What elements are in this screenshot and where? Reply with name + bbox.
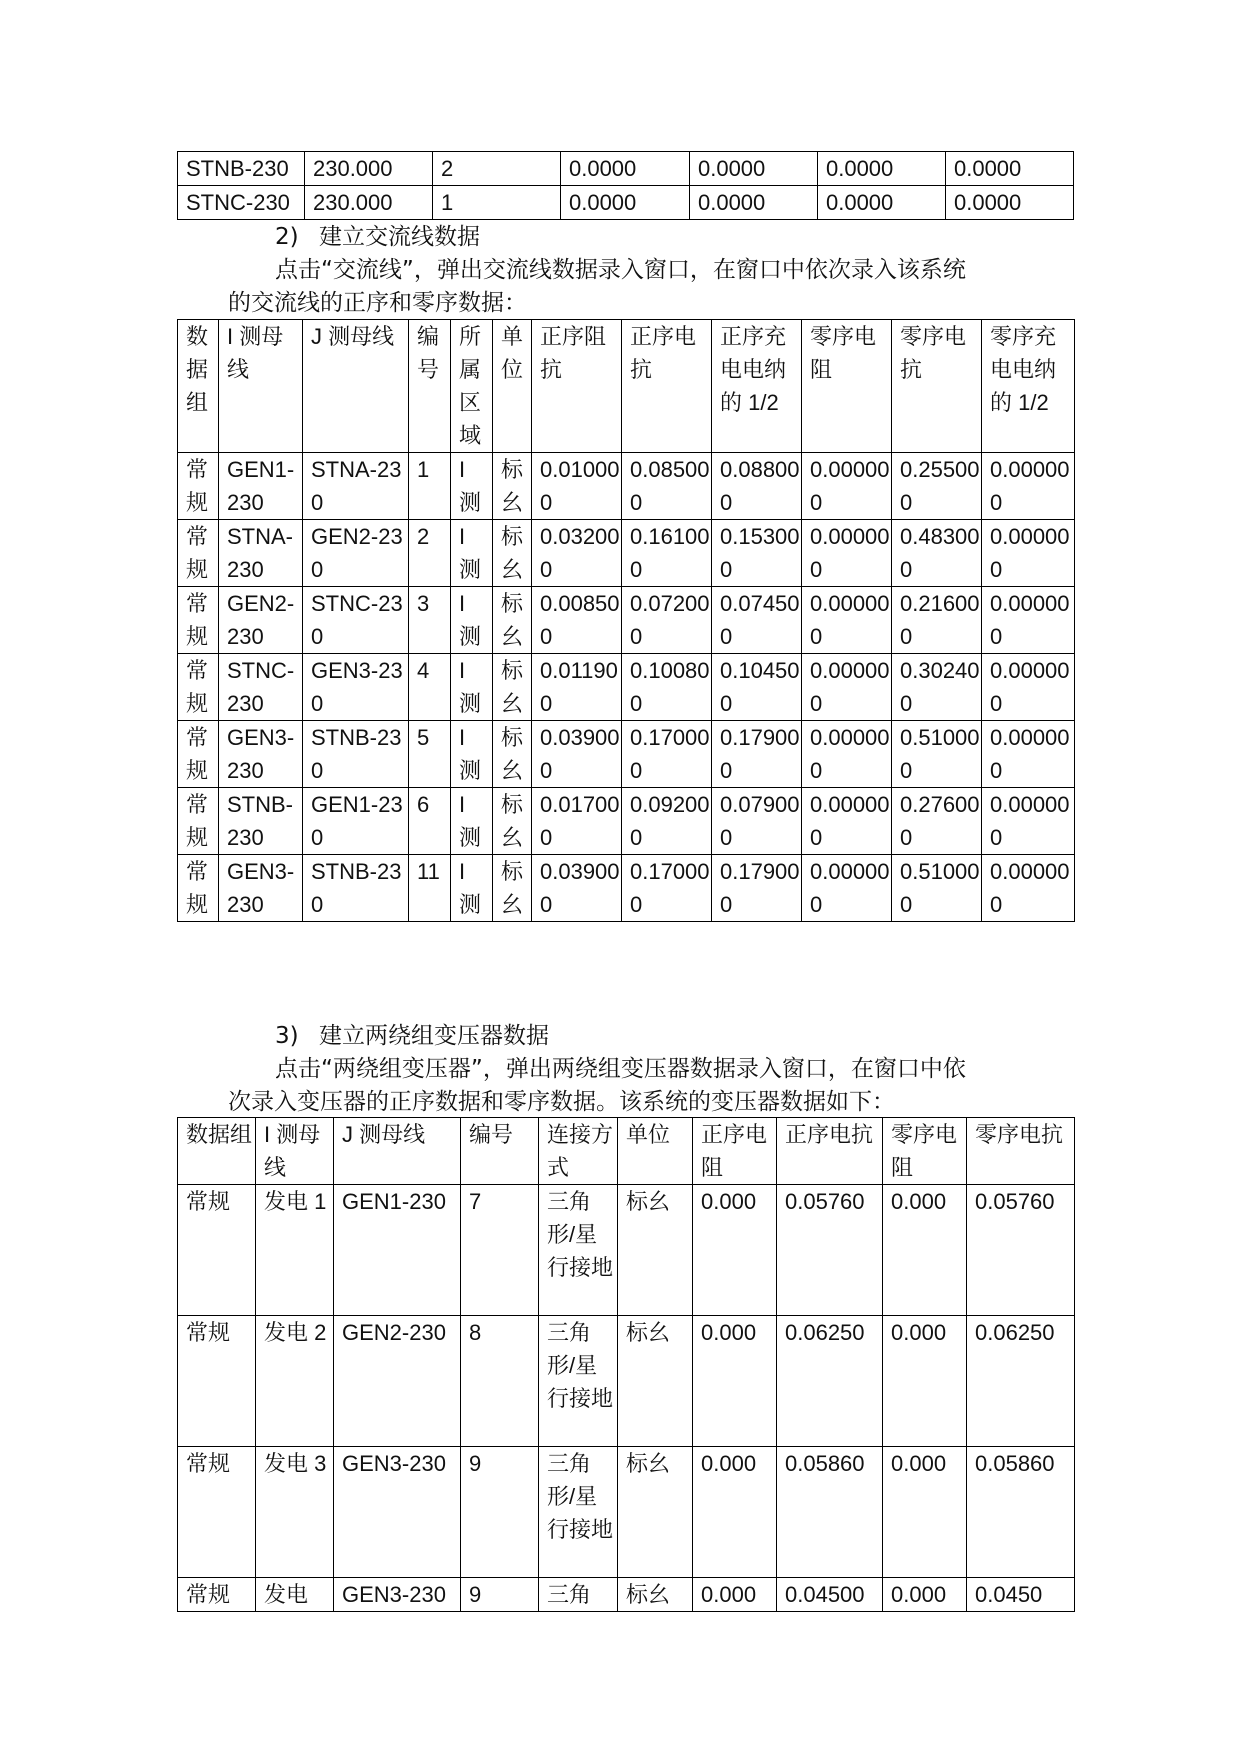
table-cell: 0.483000 — [892, 520, 982, 587]
table-cell: 0.04500 — [777, 1578, 883, 1612]
table-cell: 0.05860 — [777, 1447, 883, 1578]
table-row — [178, 654, 1075, 721]
table-cell: GEN2-230 — [334, 1316, 461, 1447]
table-cell: 标幺 — [618, 1316, 693, 1447]
table-cell: 0.0000 — [560, 152, 689, 186]
table-cell: 0.161000 — [622, 520, 712, 587]
table-cell: 3 — [409, 587, 451, 654]
header-cell: 正序充电电纳的 1/2 — [712, 320, 802, 453]
table-cell: 0.170000 — [622, 721, 712, 788]
table-cell: 0.302400 — [892, 654, 982, 721]
table-cell: 标幺 — [618, 1447, 693, 1578]
table-cell: 三角形/星行接地 — [539, 1185, 618, 1316]
table-cell: 0.000 — [883, 1447, 967, 1578]
table-cell: 0.100800 — [622, 654, 712, 721]
table-cell: STNB-230 — [178, 152, 305, 186]
table-cell: 0.000000 — [982, 520, 1075, 587]
table-cell: 9 — [461, 1578, 539, 1612]
section-3-paragraph-line-1: 点击“两绕组变压器”，弹出两绕组变压器数据录入窗口，在窗口中依 — [275, 1056, 966, 1082]
table-cell: 0.000000 — [982, 453, 1075, 520]
table-cell: GEN1-230 — [219, 453, 303, 520]
table-cell: 标幺 — [493, 654, 532, 721]
table-cell: 0.000 — [883, 1316, 967, 1447]
table-cell: 常规 — [178, 1447, 256, 1578]
table-cell: 0.017000 — [532, 788, 622, 855]
table-cell: 1 — [432, 186, 560, 220]
table-cell: 0.000000 — [982, 654, 1075, 721]
table-row — [178, 721, 1075, 788]
table-cell: I 测 — [451, 788, 493, 855]
table-cell: 0.153000 — [712, 520, 802, 587]
header-cell: 正序电抗 — [622, 320, 712, 453]
table-row — [178, 152, 1074, 186]
table-cell: 发电 3 — [256, 1447, 334, 1578]
table-cell: GEN1-230 — [303, 788, 409, 855]
table-cell: 标幺 — [493, 721, 532, 788]
table-cell: 0.000000 — [982, 855, 1075, 922]
table-cell: 0.088000 — [712, 453, 802, 520]
table-cell: 0.000 — [693, 1447, 777, 1578]
table-cell: 0.000 — [883, 1185, 967, 1316]
table-cell: 常规 — [178, 721, 219, 788]
table-cell: 0.0000 — [817, 152, 945, 186]
table-cell: 常规 — [178, 1578, 256, 1612]
section-2-heading — [275, 221, 480, 254]
table-cell: STNC-230 — [303, 587, 409, 654]
table-cell: 0.05760 — [967, 1185, 1075, 1316]
table-cell: I 测 — [451, 587, 493, 654]
header-cell: 零序电抗 — [892, 320, 982, 453]
table-cell: 发电 2 — [256, 1316, 334, 1447]
header-cell: 编号 — [461, 1118, 539, 1185]
bus-data-table-continued — [177, 151, 1074, 220]
table-cell: 三角形/星行接地 — [539, 1316, 618, 1447]
table-cell: 三角形/星行接地 — [539, 1447, 618, 1578]
header-cell: J 测母线 — [303, 320, 409, 453]
header-cell: 零序充电电纳的 1/2 — [982, 320, 1075, 453]
table-cell: 常规 — [178, 520, 219, 587]
table-row — [178, 788, 1075, 855]
table-cell: 2 — [432, 152, 560, 186]
table-cell: I 测 — [451, 721, 493, 788]
header-cell: 所属区域 — [451, 320, 493, 453]
table-cell: 0.039000 — [532, 855, 622, 922]
table-cell: 标幺 — [493, 520, 532, 587]
table-cell: 230.000 — [304, 152, 432, 186]
ac-line-table — [177, 319, 1075, 922]
table-cell: 0.000000 — [802, 788, 892, 855]
section-2-paragraph-line-1: 点击“交流线”，弹出交流线数据录入窗口，在窗口中依次录入该系统 — [275, 257, 966, 283]
table-cell: 0.05860 — [967, 1447, 1075, 1578]
table-cell: 0.000 — [693, 1316, 777, 1447]
table-cell: 0.039000 — [532, 721, 622, 788]
table-cell: 0.0000 — [817, 186, 945, 220]
table-cell: I 测 — [451, 520, 493, 587]
table-cell: 6 — [409, 788, 451, 855]
header-cell: 连接方式 — [539, 1118, 618, 1185]
header-cell: 正序电抗 — [777, 1118, 883, 1185]
table-row — [178, 1578, 1075, 1612]
table-row — [178, 1447, 1075, 1578]
table-cell: 0.0450 — [967, 1578, 1075, 1612]
table-cell: 标幺 — [493, 587, 532, 654]
section-2-title: 建立交流线数据 — [319, 224, 480, 250]
table-cell: I 测 — [451, 654, 493, 721]
table-cell: 230.000 — [304, 186, 432, 220]
header-cell: 正序阻抗 — [532, 320, 622, 453]
table-cell: 常规 — [178, 1316, 256, 1447]
table-cell: 常规 — [178, 587, 219, 654]
table-cell: STNC-230 — [219, 654, 303, 721]
table-cell: 0.0000 — [945, 186, 1073, 220]
table-cell: 9 — [461, 1447, 539, 1578]
table-cell: STNB-230 — [303, 721, 409, 788]
table-cell: 8 — [461, 1316, 539, 1447]
table-cell: 7 — [461, 1185, 539, 1316]
table-cell: 三角 — [539, 1578, 618, 1612]
table-cell: I 测 — [451, 453, 493, 520]
table-cell: 发电 1 — [256, 1185, 334, 1316]
table-cell: 0.170000 — [622, 855, 712, 922]
table-row — [178, 855, 1075, 922]
table-cell: GEN3-230 — [219, 855, 303, 922]
table-cell: 0.000000 — [982, 788, 1075, 855]
table-row — [178, 453, 1075, 520]
table-cell: 常规 — [178, 1185, 256, 1316]
table-cell: STNA-230 — [303, 453, 409, 520]
table-cell: 常规 — [178, 654, 219, 721]
table-cell: STNC-230 — [178, 186, 305, 220]
table-row — [178, 587, 1075, 654]
table-cell: 0.000000 — [802, 520, 892, 587]
header-cell: J 测母线 — [334, 1118, 461, 1185]
table-cell: 标幺 — [493, 855, 532, 922]
table-cell: 0.06250 — [777, 1316, 883, 1447]
table-cell: 0.000000 — [802, 654, 892, 721]
table-cell: 标幺 — [493, 788, 532, 855]
header-cell: 零序电阻 — [802, 320, 892, 453]
section-2-number: 2) — [275, 224, 299, 250]
table-cell: GEN3-230 — [334, 1447, 461, 1578]
table-cell: 0.000000 — [982, 587, 1075, 654]
table-cell: 0.276000 — [892, 788, 982, 855]
table-cell: 常规 — [178, 855, 219, 922]
table-row — [178, 1185, 1075, 1316]
table-cell: 0.000000 — [802, 453, 892, 520]
table-cell: I 测 — [451, 855, 493, 922]
table-cell: 0.255000 — [892, 453, 982, 520]
table-cell: 0.0000 — [560, 186, 689, 220]
header-row — [178, 320, 1075, 453]
table-row — [178, 520, 1075, 587]
table-cell: 发电 — [256, 1578, 334, 1612]
table-cell: 0.0000 — [689, 186, 817, 220]
table-cell: STNB-230 — [303, 855, 409, 922]
table-cell: 11 — [409, 855, 451, 922]
table-cell: 标幺 — [618, 1578, 693, 1612]
table-cell: 0.072000 — [622, 587, 712, 654]
header-cell: 编号 — [409, 320, 451, 453]
table-cell: 0.092000 — [622, 788, 712, 855]
section-3-paragraph-line-2: 次录入变压器的正序数据和零序数据。该系统的变压器数据如下： — [228, 1089, 895, 1115]
table-cell: 1 — [409, 453, 451, 520]
header-cell: I 测母线 — [256, 1118, 334, 1185]
header-cell: 零序电阻 — [883, 1118, 967, 1185]
section-2-paragraph-line-2: 的交流线的正序和零序数据： — [228, 290, 527, 316]
section-3-number: 3) — [275, 1023, 299, 1049]
table-cell: 0.085000 — [622, 453, 712, 520]
table-cell: 0.179000 — [712, 855, 802, 922]
table-cell: GEN3-230 — [334, 1578, 461, 1612]
header-cell: 单位 — [618, 1118, 693, 1185]
table-cell: 5 — [409, 721, 451, 788]
table-cell: 0.032000 — [532, 520, 622, 587]
table-cell: 0.000 — [883, 1578, 967, 1612]
table-cell: 0.000 — [693, 1578, 777, 1612]
transformer-table — [177, 1117, 1075, 1612]
table-cell: 0.000000 — [982, 721, 1075, 788]
table-cell: 4 — [409, 654, 451, 721]
table-cell: GEN3-230 — [219, 721, 303, 788]
table-cell: 0.179000 — [712, 721, 802, 788]
table-cell: 0.010000 — [532, 453, 622, 520]
table-cell: 0.008500 — [532, 587, 622, 654]
table-cell: 0.011900 — [532, 654, 622, 721]
table-cell: 0.000000 — [802, 855, 892, 922]
section-3-title: 建立两绕组变压器数据 — [319, 1023, 549, 1049]
table-cell: 常规 — [178, 788, 219, 855]
table-cell: GEN2-230 — [303, 520, 409, 587]
table-cell: GEN1-230 — [334, 1185, 461, 1316]
section-3-heading — [275, 1020, 549, 1053]
table-cell: 0.216000 — [892, 587, 982, 654]
header-cell: 零序电抗 — [967, 1118, 1075, 1185]
table-row — [178, 1316, 1075, 1447]
header-cell: 数据组 — [178, 1118, 256, 1185]
table-cell: GEN3-230 — [303, 654, 409, 721]
header-cell: 数据组 — [178, 320, 219, 453]
header-cell: 正序电阻 — [693, 1118, 777, 1185]
header-row — [178, 1118, 1075, 1185]
table-cell: 0.0000 — [945, 152, 1073, 186]
table-cell: 0.510000 — [892, 721, 982, 788]
table-cell: 0.000000 — [802, 721, 892, 788]
table-cell: 常规 — [178, 453, 219, 520]
table-cell: GEN2-230 — [219, 587, 303, 654]
table-cell: 0.104500 — [712, 654, 802, 721]
table-row — [178, 186, 1074, 220]
table-cell: STNB-230 — [219, 788, 303, 855]
table-cell: 0.000000 — [802, 587, 892, 654]
table-cell: 0.079000 — [712, 788, 802, 855]
table-cell: 标幺 — [493, 453, 532, 520]
table-cell: 0.06250 — [967, 1316, 1075, 1447]
header-cell: I 测母线 — [219, 320, 303, 453]
table-cell: 0.510000 — [892, 855, 982, 922]
table-cell: 2 — [409, 520, 451, 587]
table-cell: 0.000 — [693, 1185, 777, 1316]
table-cell: STNA-230 — [219, 520, 303, 587]
table-cell: 0.0000 — [689, 152, 817, 186]
table-cell: 标幺 — [618, 1185, 693, 1316]
table-cell: 0.074500 — [712, 587, 802, 654]
table-cell: 0.05760 — [777, 1185, 883, 1316]
header-cell: 单位 — [493, 320, 532, 453]
